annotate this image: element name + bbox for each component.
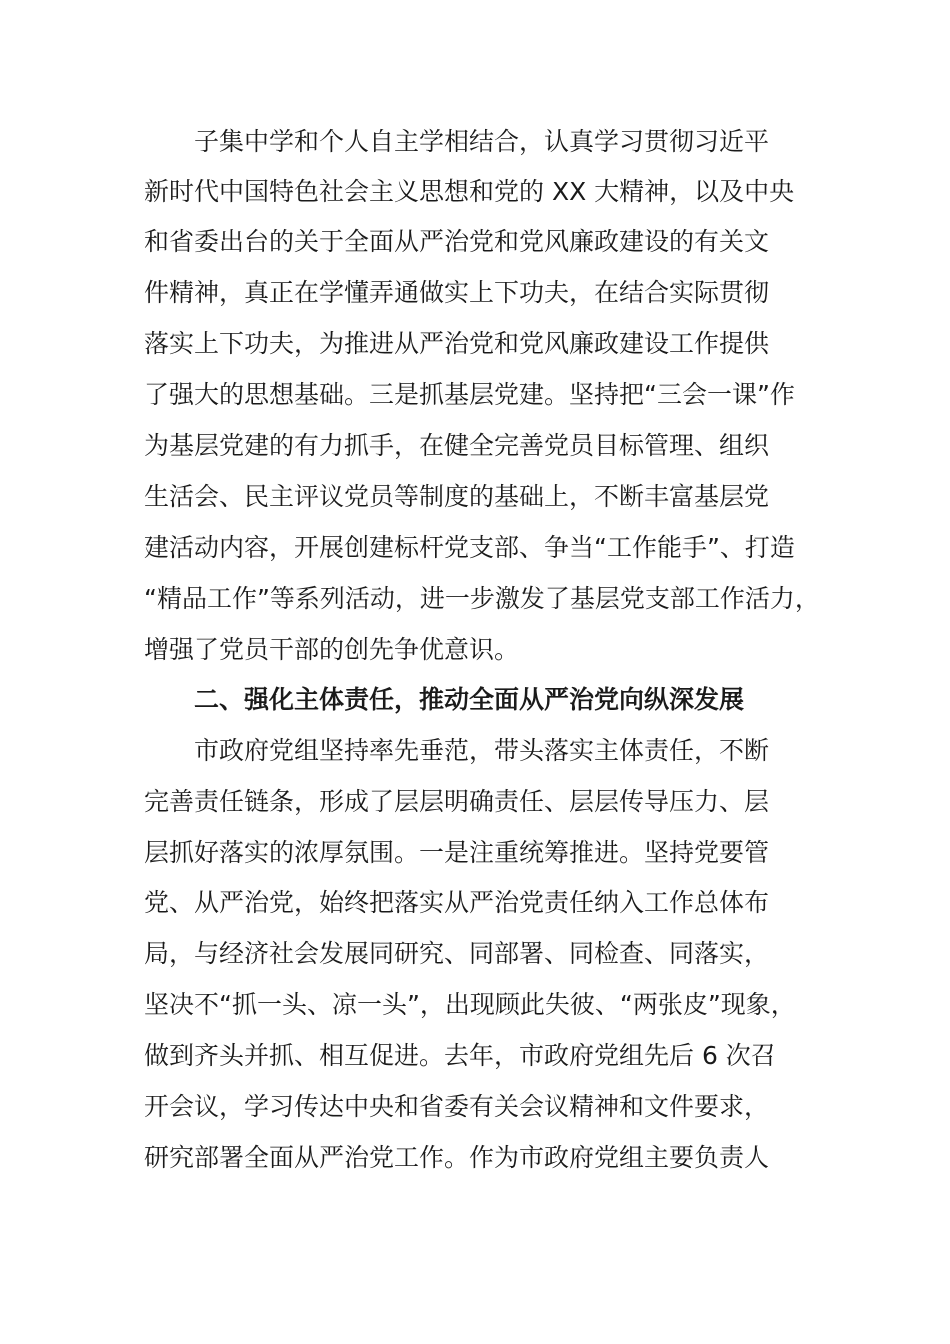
paragraph-1-line-3: 和省委出台的关于全面从严治党和党风廉政建设的有关文 xyxy=(144,227,770,256)
paragraph-2-line-1: 市政府党组坚持率先垂范，带头落实主体责任，不断 xyxy=(194,736,770,765)
paragraph-1-line-4: 件精神，真正在学懂弄通做实上下功夫，在结合实际贯彻 xyxy=(144,278,770,307)
paragraph-1-line-7: 为基层党建的有力抓手，在健全完善党员目标管理、组织 xyxy=(144,431,770,460)
paragraph-2-line-4: 党、从严治党，始终把落实从严治党责任纳入工作总体布 xyxy=(144,888,770,917)
paragraph-2-line-8: 开会议，学习传达中央和省委有关会议精神和文件要求， xyxy=(144,1092,770,1121)
paragraph-1-line-2: 新时代中国特色社会主义思想和党的 XX 大精神，以及中央 xyxy=(144,177,795,206)
paragraph-1-line-6: 了强大的思想基础。三是抓基层党建。坚持把“三会一课”作 xyxy=(144,380,795,409)
paragraph-2-line-7: 做到齐头并抓、相互促进。去年，市政府党组先后 6 次召 xyxy=(144,1041,776,1070)
paragraph-1-line-1: 子集中学和个人自主学相结合，认真学习贯彻习近平 xyxy=(194,127,770,156)
paragraph-1-line-8: 生活会、民主评议党员等制度的基础上，不断丰富基层党 xyxy=(144,482,770,511)
paragraph-2-line-3: 层抓好落实的浓厚氛围。一是注重统筹推进。坚持党要管 xyxy=(144,838,770,867)
paragraph-1-line-10: “精品工作”等系列活动，进一步激发了基层党支部工作活力， xyxy=(144,584,820,613)
paragraph-2-line-5: 局，与经济社会发展同研究、同部署、同检查、同落实， xyxy=(144,939,770,968)
paragraph-1-line-11: 增强了党员干部的创先争优意识。 xyxy=(144,635,520,664)
paragraph-1-line-9: 建活动内容，开展创建标杆党支部、争当“工作能手”、打造 xyxy=(144,533,795,562)
paragraph-1-line-5: 落实上下功夫，为推进从严治党和党风廉政建设工作提供 xyxy=(144,329,770,358)
section-heading: 二、强化主体责任，推动全面从严治党向纵深发展 xyxy=(194,685,745,714)
paragraph-2-line-2: 完善责任链条，形成了层层明确责任、层层传导压力、层 xyxy=(144,787,770,816)
paragraph-2-line-6: 坚决不“抓一头、凉一头”，出现顾此失彼、“两张皮”现象， xyxy=(144,990,796,1019)
paragraph-2-line-9: 研究部署全面从严治党工作。作为市政府党组主要负责人 xyxy=(144,1143,770,1172)
